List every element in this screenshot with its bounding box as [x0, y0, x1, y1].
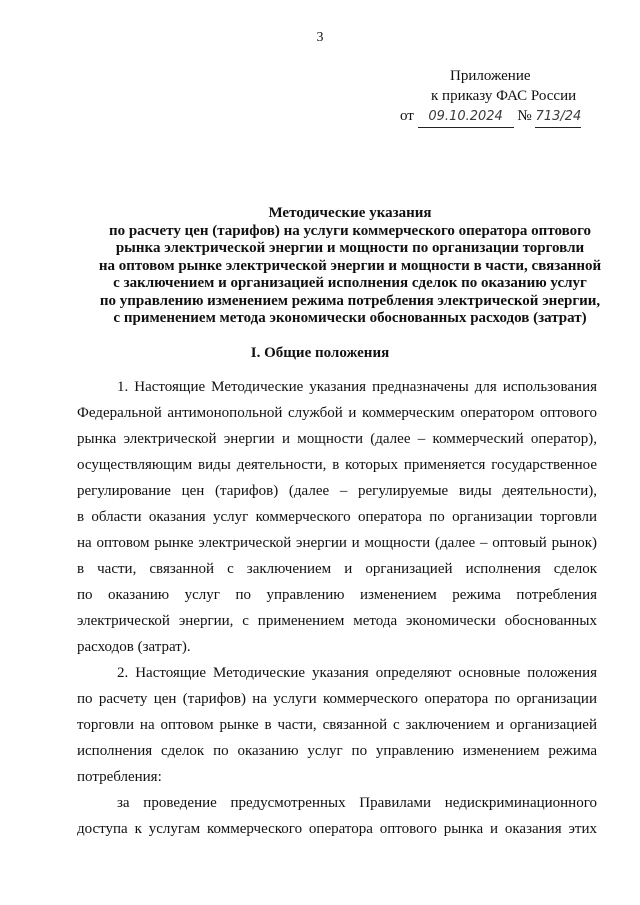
title-line: с применением метода экономически обоснованных расходов (затрат) — [113, 310, 587, 326]
handwritten-date: 09.10.2024 — [418, 107, 514, 128]
text-line: на оптовом рынке электрической энергии и мощности (далее – оптовый рынок) — [77, 535, 597, 551]
title-line: на оптовом рынке электрической энергии и мощности в части, связанной — [98, 257, 602, 274]
text-line: в части, связанной с заключением и организацией исполнения сделок — [77, 561, 597, 577]
title-line: по управлению изменением режима потребления электрической энергии, — [99, 292, 601, 309]
text-line: по расчету цен (тарифов) на услуги коммерческого оператора по организации — [77, 691, 597, 707]
page-number: 3 — [316, 30, 324, 45]
text-line: доступа к услугам коммерческого оператора оптового рынка и оказания этих — [77, 821, 597, 837]
text-line: за проведение предусмотренных Правилами недискриминационного — [117, 795, 597, 811]
appendix-date-number — [400, 106, 620, 128]
appendix-order-reference: к приказу ФАС России — [431, 88, 577, 104]
text-line: потребления: — [77, 769, 162, 785]
text-line: электрической энергии, с применением метода экономически обоснованных — [77, 613, 597, 629]
appendix-title: Приложение — [450, 68, 531, 84]
title-line: Методические указания — [268, 205, 432, 221]
title-line: с заключением и организацией исполнения сделок по оказанию услуг — [113, 275, 587, 291]
text-line: рынка электрической энергии и мощности (далее – коммерческий оператор), — [77, 431, 597, 447]
text-line: исполнения сделок по оказанию услуг по управлению изменением режима — [77, 743, 597, 759]
text-line: торговли на оптовом рынке в части, связанной с заключением и организацией — [77, 717, 597, 733]
document-title — [60, 205, 640, 328]
paragraph-1 — [77, 374, 597, 660]
handwritten-number: 713/24 — [535, 107, 581, 128]
paragraph-2 — [77, 660, 597, 790]
text-line: Федеральной антимонопольной службой и коммерческим оператором оптового — [77, 405, 597, 421]
appendix-from-label: от — [400, 108, 414, 124]
text-line: расходов (затрат). — [77, 639, 191, 655]
title-line: по расчету цен (тарифов) на услуги коммерческого оператора оптового — [108, 222, 592, 239]
text-line: по оказанию услуг по управлению изменением режима потребления — [77, 587, 597, 603]
text-line: регулирование цен (тарифов) (далее – регулируемые виды деятельности), — [77, 483, 597, 499]
paragraph-3 — [77, 790, 597, 842]
text-line: в области оказания услуг коммерческого оператора по организации торговли — [77, 509, 597, 525]
title-line: рынка электрической энергии и мощности по организации торговли — [115, 240, 585, 256]
section-heading: I. Общие положения — [250, 345, 390, 361]
text-line: 2. Настоящие Методические указания определяют основные положения — [117, 665, 597, 681]
text-line: 1. Настоящие Методические указания предназначены для использования — [117, 379, 597, 395]
number-sign: № — [517, 108, 532, 124]
text-line: осуществляющим виды деятельности, в которых применяется государственное — [77, 457, 597, 473]
appendix-block — [400, 66, 620, 128]
